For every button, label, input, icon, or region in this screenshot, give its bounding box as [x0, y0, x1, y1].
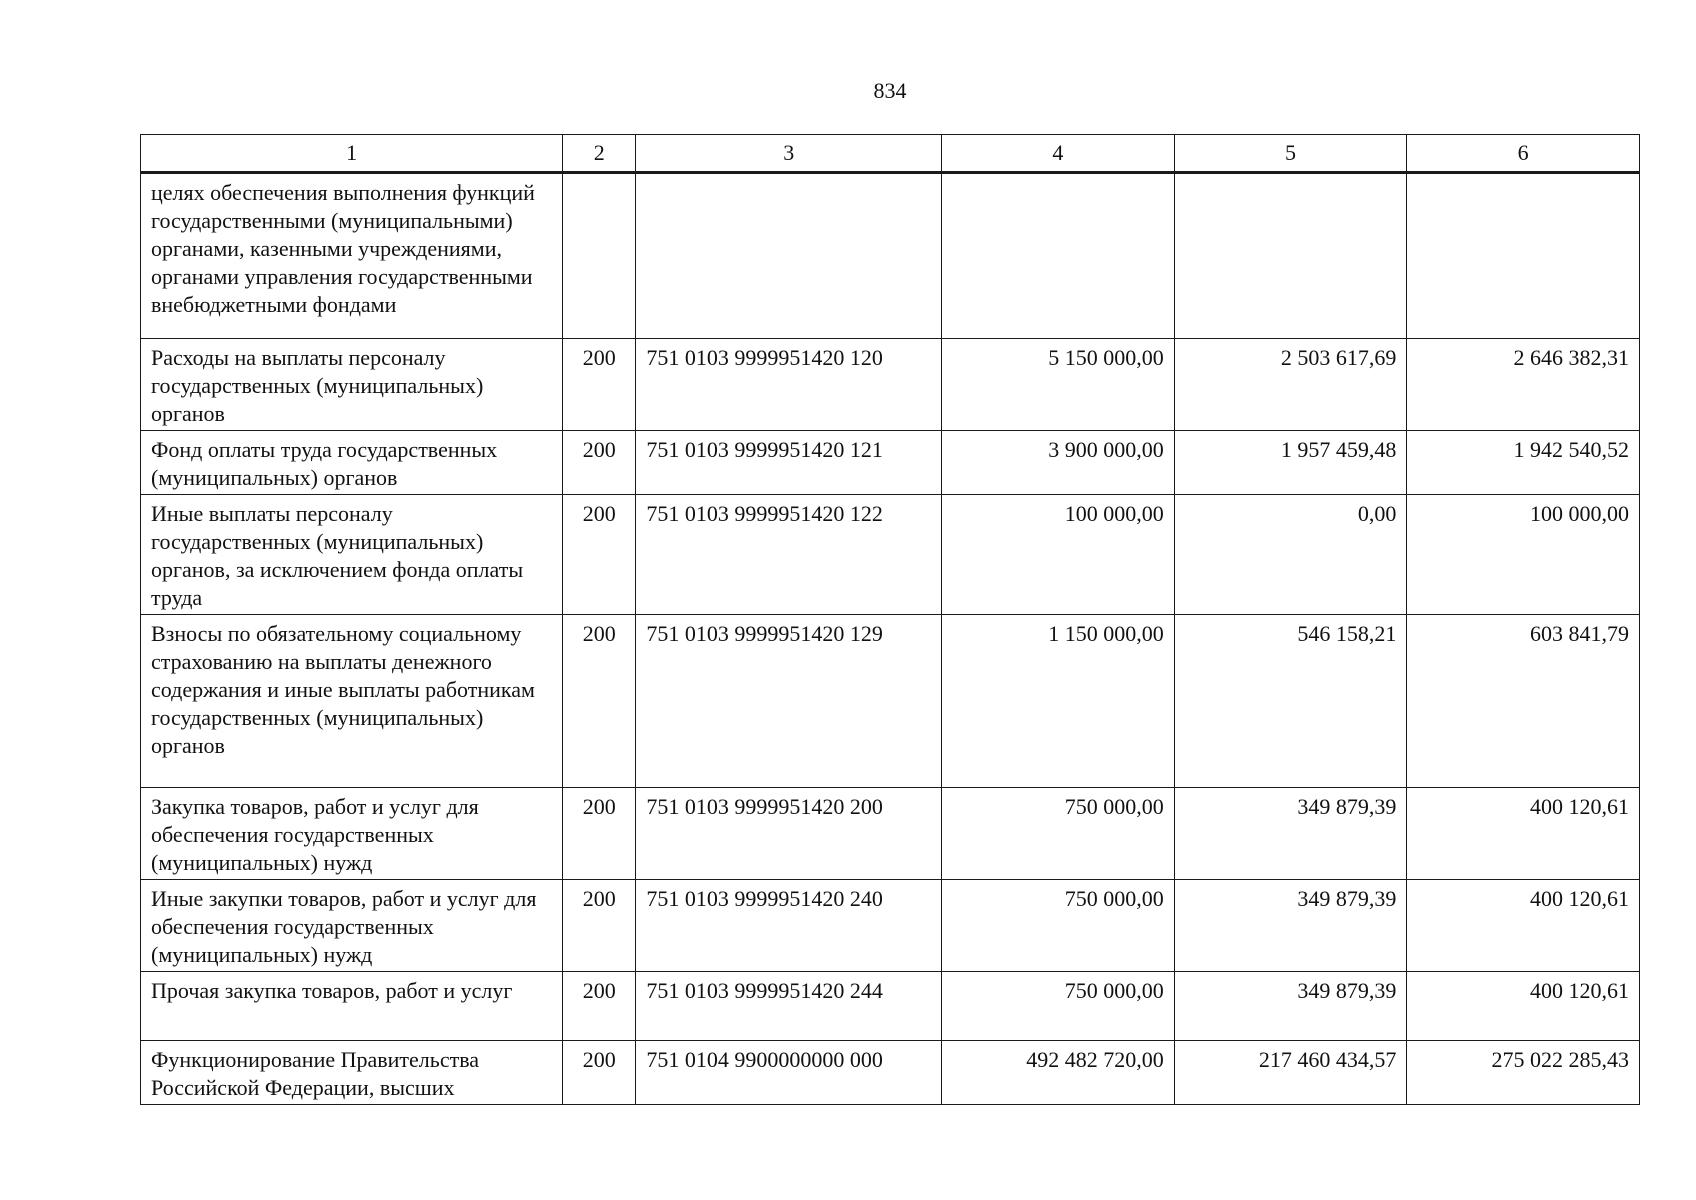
column-header-5: 5 — [1174, 135, 1407, 173]
budget-table — [140, 134, 1640, 1105]
classification-code-cell: 751 0103 9999951420 240 — [636, 880, 942, 972]
column-header-1: 1 — [141, 135, 563, 173]
amount-col5-cell: 217 460 434,57 — [1174, 1041, 1407, 1105]
table-row — [141, 339, 1640, 431]
table-row — [141, 972, 1640, 1041]
classification-code-cell: 751 0103 9999951420 200 — [636, 788, 942, 880]
amount-col5-cell: 0,00 — [1174, 495, 1407, 615]
table-row — [141, 495, 1640, 615]
classification-code-cell: 751 0103 9999951420 121 — [636, 431, 942, 495]
amount-col5-cell: 2 503 617,69 — [1174, 339, 1407, 431]
amount-col6-cell — [1407, 173, 1640, 339]
row-name-cell: Взносы по обязательному социальному страхованию на выплаты денежного содержания и иные выплаты работникам государственных (муниципальных) органов — [141, 615, 563, 788]
amount-col5-cell: 1 957 459,48 — [1174, 431, 1407, 495]
line-code-cell: 200 — [563, 972, 636, 1041]
amount-col4-cell: 750 000,00 — [942, 972, 1175, 1041]
row-name-cell: Иные закупки товаров, работ и услуг для обеспечения государственных (муниципальных) нужд — [141, 880, 563, 972]
table-row — [141, 788, 1640, 880]
table-row — [141, 880, 1640, 972]
amount-col4-cell: 492 482 720,00 — [942, 1041, 1175, 1105]
column-header-2: 2 — [563, 135, 636, 173]
column-header-4: 4 — [942, 135, 1175, 173]
header-row — [141, 135, 1640, 173]
row-name-cell: Закупка товаров, работ и услуг для обеспечения государственных (муниципальных) нужд — [141, 788, 563, 880]
amount-col4-cell: 1 150 000,00 — [942, 615, 1175, 788]
classification-code-cell: 751 0104 9900000000 000 — [636, 1041, 942, 1105]
amount-col6-cell: 2 646 382,31 — [1407, 339, 1640, 431]
amount-col6-cell: 400 120,61 — [1407, 788, 1640, 880]
column-header-3: 3 — [636, 135, 942, 173]
amount-col6-cell: 400 120,61 — [1407, 880, 1640, 972]
table-row — [141, 615, 1640, 788]
row-name-cell: Иные выплаты персоналу государственных (муниципальных) органов, за исключением фонда оплаты труда — [141, 495, 563, 615]
line-code-cell: 200 — [563, 495, 636, 615]
line-code-cell: 200 — [563, 615, 636, 788]
line-code-cell: 200 — [563, 1041, 636, 1105]
amount-col4-cell: 750 000,00 — [942, 880, 1175, 972]
amount-col5-cell: 546 158,21 — [1174, 615, 1407, 788]
amount-col5-cell: 349 879,39 — [1174, 788, 1407, 880]
amount-col4-cell: 750 000,00 — [942, 788, 1175, 880]
row-name-cell: Функционирование Правительства Российской Федерации, высших — [141, 1041, 563, 1105]
table-row — [141, 173, 1640, 339]
amount-col4-cell: 5 150 000,00 — [942, 339, 1175, 431]
classification-code-cell: 751 0103 9999951420 122 — [636, 495, 942, 615]
line-code-cell — [563, 173, 636, 339]
amount-col5-cell: 349 879,39 — [1174, 880, 1407, 972]
amount-col5-cell — [1174, 173, 1407, 339]
table-row — [141, 431, 1640, 495]
amount-col4-cell — [942, 173, 1175, 339]
table-row — [141, 1041, 1640, 1105]
row-name-cell: целях обеспечения выполнения функций государственными (муниципальными) органами, казенными учреждениями, органами управления государственными внебюджетными фондами — [141, 173, 563, 339]
line-code-cell: 200 — [563, 788, 636, 880]
classification-code-cell: 751 0103 9999951420 244 — [636, 972, 942, 1041]
amount-col6-cell: 1 942 540,52 — [1407, 431, 1640, 495]
page-number: 834 — [873, 78, 907, 103]
classification-code-cell: 751 0103 9999951420 120 — [636, 339, 942, 431]
line-code-cell: 200 — [563, 431, 636, 495]
row-name-cell: Расходы на выплаты персоналу государственных (муниципальных) органов — [141, 339, 563, 431]
line-code-cell: 200 — [563, 880, 636, 972]
amount-col4-cell: 100 000,00 — [942, 495, 1175, 615]
amount-col5-cell: 349 879,39 — [1174, 972, 1407, 1041]
amount-col6-cell: 275 022 285,43 — [1407, 1041, 1640, 1105]
column-header-6: 6 — [1407, 135, 1640, 173]
amount-col6-cell: 400 120,61 — [1407, 972, 1640, 1041]
amount-col6-cell: 100 000,00 — [1407, 495, 1640, 615]
classification-code-cell: 751 0103 9999951420 129 — [636, 615, 942, 788]
amount-col6-cell: 603 841,79 — [1407, 615, 1640, 788]
row-name-cell: Прочая закупка товаров, работ и услуг — [141, 972, 563, 1041]
amount-col4-cell: 3 900 000,00 — [942, 431, 1175, 495]
classification-code-cell — [636, 173, 942, 339]
row-name-cell: Фонд оплаты труда государственных (муниципальных) органов — [141, 431, 563, 495]
line-code-cell: 200 — [563, 339, 636, 431]
